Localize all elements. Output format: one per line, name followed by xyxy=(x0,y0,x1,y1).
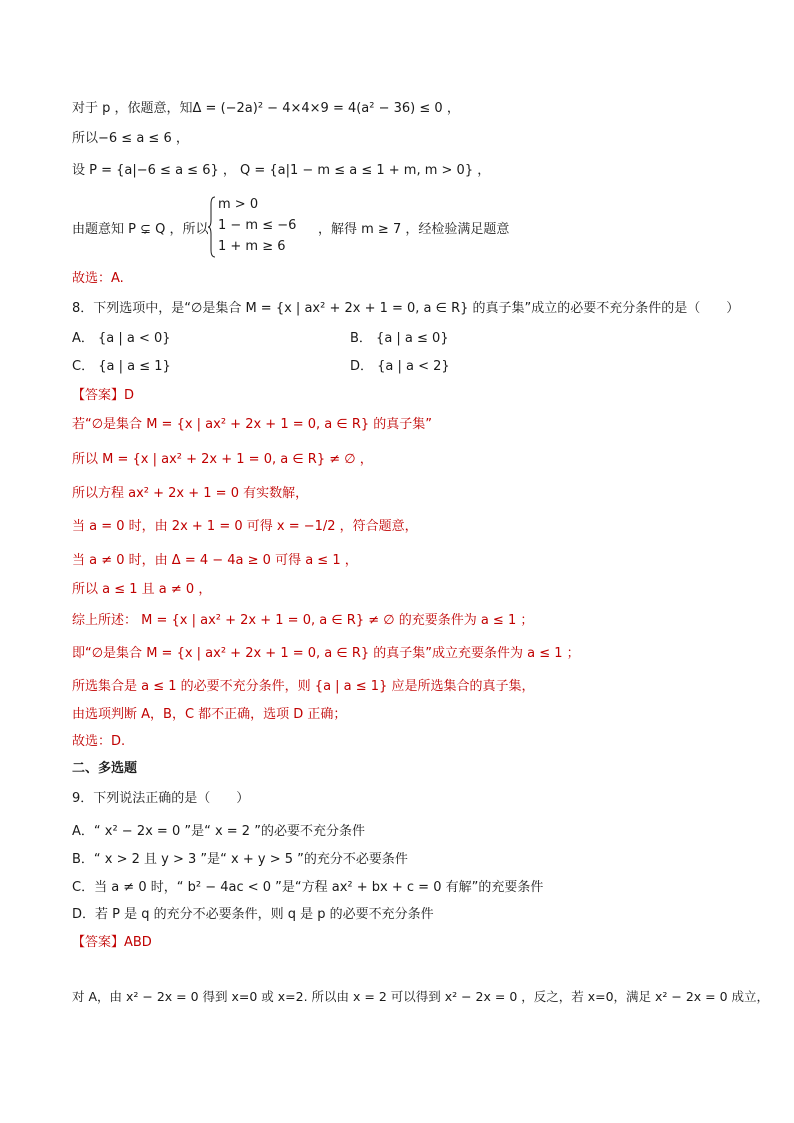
solution-line: 当 a = 0 时，由 2x + 1 = 0 可得 x = −1/2 ，符合题意， xyxy=(72,519,418,534)
option-a: A．“ x² − 2x = 0 ”是“ x = 2 ”的必要不充分条件 xyxy=(72,824,365,839)
option-b: B． {a | a ≤ 0} xyxy=(350,331,449,346)
system-row: 1 − m ≤ −6 xyxy=(218,218,297,233)
equation-system-line xyxy=(72,196,672,260)
system-tail-text: ，解得 m ≥ 7 ，经检验满足题意 xyxy=(318,222,510,237)
answer-label: 【答案】ABD xyxy=(72,935,152,950)
solution-line: 设 P = {a|−6 ≤ a ≤ 6} ， Q = {a|1 − m ≤ a ≤ 1 + m, m > 0} ， xyxy=(72,163,491,178)
option-d: D． {a | a < 2} xyxy=(350,359,450,374)
solution-line: 所以方程 ax² + 2x + 1 = 0 有实数解， xyxy=(72,486,309,501)
system-lead-text: 由题意知 P ⊊ Q ，所以 xyxy=(72,222,209,237)
solution-line: 所以 a ≤ 1 且 a ≠ 0 ， xyxy=(72,582,212,597)
section-heading: 二、多选题 xyxy=(72,761,138,776)
question-stem: 9．下列说法正确的是（ ） xyxy=(72,791,250,806)
final-choice: 故选：A. xyxy=(72,271,124,286)
option-a: A． {a | a < 0} xyxy=(72,331,171,346)
option-b: B．“ x > 2 且 y > 3 ”是“ x + y > 5 ”的充分不必要条件 xyxy=(72,852,408,867)
solution-line: 即“∅是集合 M = {x | ax² + 2x + 1 = 0, a ∈ R} 的真子集”成立充要条件为 a ≤ 1 ； xyxy=(72,646,580,661)
system-row: 1 + m ≥ 6 xyxy=(218,239,286,254)
option-c: C． {a | a ≤ 1} xyxy=(72,359,171,374)
option-d: D．若 P 是 q 的充分不必要条件，则 q 是 p 的必要不充分条件 xyxy=(72,907,434,922)
question-stem: 8．下列选项中，是“∅是集合 M = {x | ax² + 2x + 1 = 0, a ∈ R} 的真子集”成立的必要不充分条件的是（ ） xyxy=(72,301,740,316)
solution-line: 所以 M = {x | ax² + 2x + 1 = 0, a ∈ R} ≠ ∅ ， xyxy=(72,452,373,467)
solution-line: 所以−6 ≤ a ≤ 6 ， xyxy=(72,131,189,146)
answer-label: 【答案】D xyxy=(72,388,135,403)
solution-line: 当 a ≠ 0 时，由 Δ = 4 − 4a ≥ 0 可得 a ≤ 1 ， xyxy=(72,553,358,568)
solution-line: 所选集合是 a ≤ 1 的必要不充分条件，则 {a | a ≤ 1} 应是所选集合的真子集， xyxy=(72,679,535,694)
solution-line: 对 A，由 x² − 2x = 0 得到 x=0 或 x=2. 所以由 x = 2 可以得到 x² − 2x = 0 ，反之，若 x=0，满足 x² − 2x = 0 成立， xyxy=(72,989,770,1004)
solution-line: 综上所述： M = {x | ax² + 2x + 1 = 0, a ∈ R} ≠ ∅ 的充要条件为 a ≤ 1 ； xyxy=(72,613,534,628)
left-brace-icon xyxy=(208,196,216,258)
solution-line: 若“∅是集合 M = {x | ax² + 2x + 1 = 0, a ∈ R} 的真子集” xyxy=(72,417,433,432)
system-row: m > 0 xyxy=(218,197,259,212)
option-c: C．当 a ≠ 0 时，“ b² − 4ac < 0 ”是“方程 ax² + bx + c = 0 有解”的充要条件 xyxy=(72,880,544,895)
solution-line: 对于 p ，依题意，知Δ = (−2a)² − 4×4×9 = 4(a² − 36) ≤ 0 ， xyxy=(72,101,460,116)
final-choice: 故选：D. xyxy=(72,734,126,749)
system-rows xyxy=(218,196,296,259)
solution-line: 由选项判断 A，B，C 都不正确，选项 D 正确； xyxy=(72,707,347,722)
